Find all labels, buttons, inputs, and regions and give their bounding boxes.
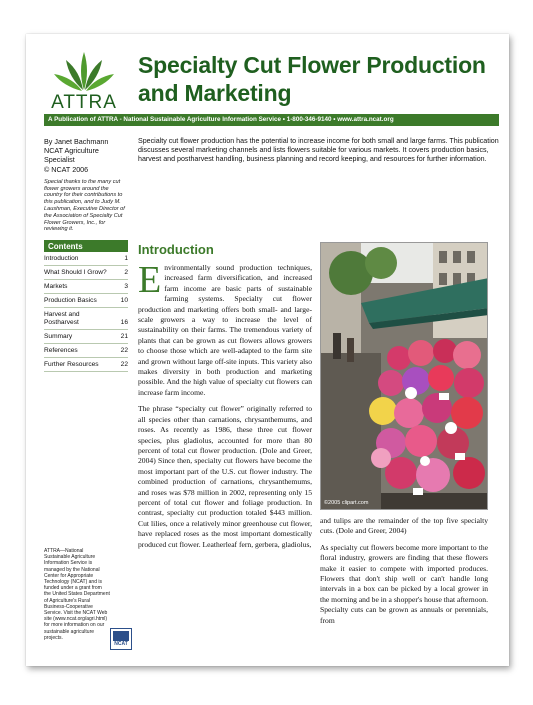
toc-page: 22 [120, 346, 128, 354]
text-column-left [138, 259, 312, 556]
page-title: Specialty Cut Flower Production and Marketing [138, 52, 486, 106]
author-line: © NCAT 2006 [44, 164, 89, 174]
acknowledgements: Special thanks to the many cut flower growers around the country for their contributions to this publication, and to Judy M. Laushman, Executive Director of the Association of Specialty Cut Flower Growers, Inc., for reviewing it. [44, 178, 125, 233]
leaf-icon [52, 50, 116, 94]
toc-item[interactable] [44, 358, 128, 372]
body-paragraph: As specialty cut flowers become more important to the floral industry, growers are finding that these flowers make it easier to compete with imported produces. Flowers that don't ship well or can't handle long intervals in a box can be picked by a local grower in the morning and be in a shopper's house that afternoon. Specialty cuts can be grown as annuals or perennials, from [320, 542, 488, 625]
sidebar [44, 137, 128, 372]
author-line: Specialist [44, 155, 75, 165]
toc-item[interactable] [44, 330, 128, 344]
toc-label: References [44, 346, 78, 354]
section-heading: Introduction [138, 242, 214, 257]
author-block [44, 137, 128, 174]
attra-note: ATTRA—National Sustainable Agriculture Information Service is managed by the National Center for Appropriate Technology (NCAT) and is funded under a grant from the United States Department of Agriculture's Rural Business-Cooperative Service. Visit the NCAT Web site (www.ncat.org/agri.html) for more information on our sustainable agriculture projects. [44, 548, 110, 641]
toc-page: 16 [120, 318, 128, 326]
toc-item[interactable] [44, 294, 128, 308]
contents-heading: Contents [44, 240, 128, 252]
table-of-contents [44, 252, 128, 372]
toc-page: 10 [120, 296, 128, 304]
attra-logo [44, 50, 124, 114]
toc-page: 3 [124, 282, 128, 290]
ncat-logo-text: NCAT [114, 641, 128, 647]
toc-label: What Should I Grow? [44, 268, 107, 276]
toc-label: Markets [44, 282, 68, 290]
toc-label: Summary [44, 332, 73, 340]
flower-market-photo [320, 242, 488, 510]
toc-page: 21 [120, 332, 128, 340]
logo-text: ATTRA [51, 92, 117, 113]
paragraph-text: nvironmentally sound production techniques, increased farm diversification, and increased farm income are basic parts of sustainable farming systems. Specialty cut flower production and marketing offers both small- and large-scale growers a way to increase the level of sustainability on their farms. The tremendous variety of plants that can be grown as cut flowers allows growers to choose those which are well-adapted to the farm site and grown without large off-site inputs. This variety also makes diversity in both production and marketing possible. And the high value of specialty cut flowers can increase farm income. [138, 263, 312, 397]
author-line: NCAT Agriculture [44, 146, 99, 156]
publication-bar: A Publication of ATTRA - National Sustainable Agriculture Information Service • 1-800-346-9140 • www.attra.ncat.org [44, 114, 499, 126]
summary-paragraph: Specialty cut flower production has the potential to increase income for both small and large farms. This publication discusses several marketing channels and lists flowers suitable for various markets. It covers production basics, harvest and postharvest handling, business planning and record keeping, and resources for further information. [138, 137, 499, 164]
ncat-logo [110, 628, 132, 650]
body-paragraph: The phrase “specialty cut flower” originally referred to all species other than carnations, chrysanthemums, and roses. As recently as 1986, these three cut flower species, plus gladiolus, accounted for more than 80 percent of total cut flower production. (Dole and Greer, 2004) Since then, specialty cut flowers have become the most important part of the U.S. cut flower industry. The combined production of carnations, chrysanthemums, and roses was $78 million in 2002, representing only 15 percent of total cut flower and foliage production. In contrast, specialty cut production totaled $443 million. Cut lilies, once a relatively minor greenhouse cut flower, have replaced roses as the most important domestically produced cut flower. Leatherleaf fern, gerbera, gladiolus, [138, 404, 312, 549]
toc-item[interactable] [44, 308, 128, 330]
photo-illustration [321, 243, 488, 510]
toc-page: 22 [120, 360, 128, 368]
document-page [26, 34, 509, 666]
toc-item[interactable] [44, 266, 128, 280]
author-line: By Janet Bachmann [44, 137, 109, 146]
toc-page: 1 [124, 254, 128, 262]
ncat-logo-mark [113, 631, 129, 641]
toc-item[interactable] [44, 252, 128, 266]
toc-page: 2 [124, 268, 128, 276]
toc-item[interactable] [44, 280, 128, 294]
toc-label: Further Resources [44, 360, 99, 368]
drop-cap: E [138, 259, 162, 301]
body-paragraph: and tulips are the remainder of the top five specialty cuts. (Dole and Greer, 2004) [320, 516, 488, 536]
photo-credit: ©2005 clipart.com [324, 500, 369, 506]
body-paragraph [138, 259, 312, 398]
toc-label: Production Basics [44, 296, 97, 304]
toc-item[interactable] [44, 344, 128, 358]
text-column-right [320, 516, 488, 632]
toc-label: Introduction [44, 254, 79, 262]
toc-label: Harvest and Postharvest [44, 310, 80, 326]
